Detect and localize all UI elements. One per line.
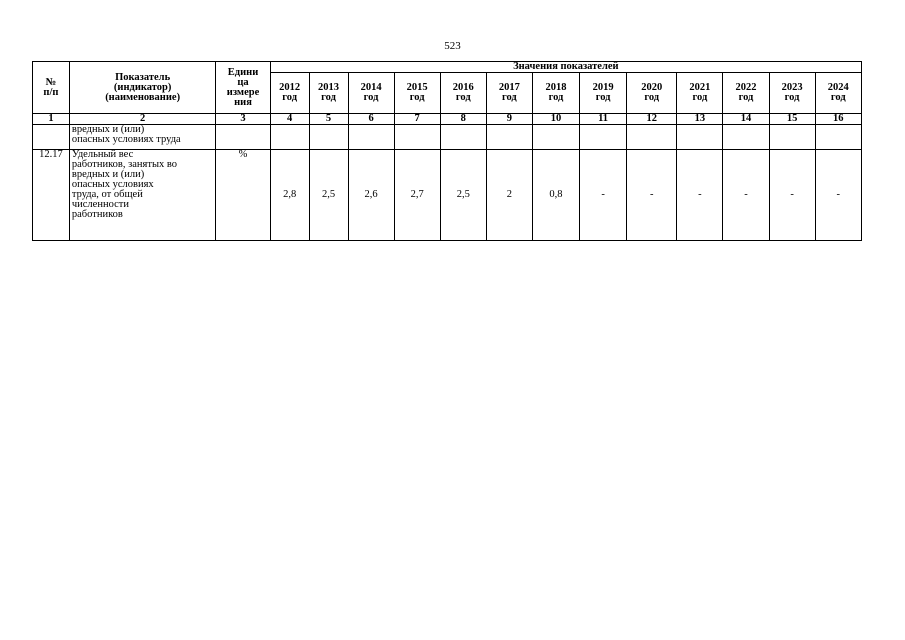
value-cell: - [815, 150, 861, 241]
row-number: 12.17 [33, 150, 70, 241]
header-year: 2024 год [815, 73, 861, 114]
value-cell [394, 125, 440, 150]
row-number [33, 125, 70, 150]
value-cell [348, 125, 394, 150]
value-cell: 0,8 [532, 150, 579, 241]
table-body [33, 125, 862, 241]
value-cell: - [580, 150, 627, 241]
value-cell [815, 125, 861, 150]
header-year: 2017 год [486, 73, 532, 114]
value-cell [769, 125, 815, 150]
header-year: 2016 год [440, 73, 486, 114]
header-year: 2015 год [394, 73, 440, 114]
value-cell: - [627, 150, 677, 241]
header-num: № п/п [33, 62, 70, 114]
column-number: 1 [33, 114, 70, 125]
indicators-table [32, 61, 862, 241]
value-cell [486, 125, 532, 150]
header-year: 2018 год [532, 73, 579, 114]
value-cell [309, 125, 348, 150]
column-number: 10 [532, 114, 579, 125]
column-number: 7 [394, 114, 440, 125]
value-cell [532, 125, 579, 150]
column-number: 6 [348, 114, 394, 125]
column-number: 11 [580, 114, 627, 125]
column-number: 8 [440, 114, 486, 125]
column-number: 3 [216, 114, 270, 125]
column-number: 15 [769, 114, 815, 125]
value-cell: - [723, 150, 769, 241]
value-cell: 2,8 [270, 150, 309, 241]
indicator-name: вредных и (или) опасных условиях труда [69, 125, 216, 150]
value-cell: 2 [486, 150, 532, 241]
column-number: 4 [270, 114, 309, 125]
value-cell [677, 125, 723, 150]
header-values-group: Значения показателей [270, 62, 861, 73]
header-year: 2012 год [270, 73, 309, 114]
value-cell: 2,5 [440, 150, 486, 241]
column-number: 14 [723, 114, 769, 125]
unit: % [216, 150, 270, 241]
column-number: 16 [815, 114, 861, 125]
table-row [33, 150, 862, 241]
header-unit: Едини ца измере ния [216, 62, 270, 114]
header-year: 2019 год [580, 73, 627, 114]
value-cell [440, 125, 486, 150]
header-year: 2014 год [348, 73, 394, 114]
value-cell: 2,5 [309, 150, 348, 241]
value-cell [723, 125, 769, 150]
header-year: 2013 год [309, 73, 348, 114]
indicator-name: Удельный вес работников, занятых во вредных и (или) опасных условиях труда, от общей численности работников [69, 150, 216, 241]
column-number-row [33, 114, 862, 125]
value-cell [580, 125, 627, 150]
column-number: 9 [486, 114, 532, 125]
table-row [33, 125, 862, 150]
unit [216, 125, 270, 150]
header-year: 2021 год [677, 73, 723, 114]
value-cell: - [677, 150, 723, 241]
column-number: 5 [309, 114, 348, 125]
value-cell: 2,7 [394, 150, 440, 241]
header-year: 2023 год [769, 73, 815, 114]
column-number: 2 [69, 114, 216, 125]
page-number: 523 [444, 40, 461, 52]
column-number: 12 [627, 114, 677, 125]
value-cell: 2,6 [348, 150, 394, 241]
header-year: 2022 год [723, 73, 769, 114]
value-cell [627, 125, 677, 150]
column-number: 13 [677, 114, 723, 125]
value-cell: - [769, 150, 815, 241]
header-indicator: Показатель (индикатор) (наименование) [69, 62, 216, 114]
value-cell [270, 125, 309, 150]
header-year: 2020 год [627, 73, 677, 114]
